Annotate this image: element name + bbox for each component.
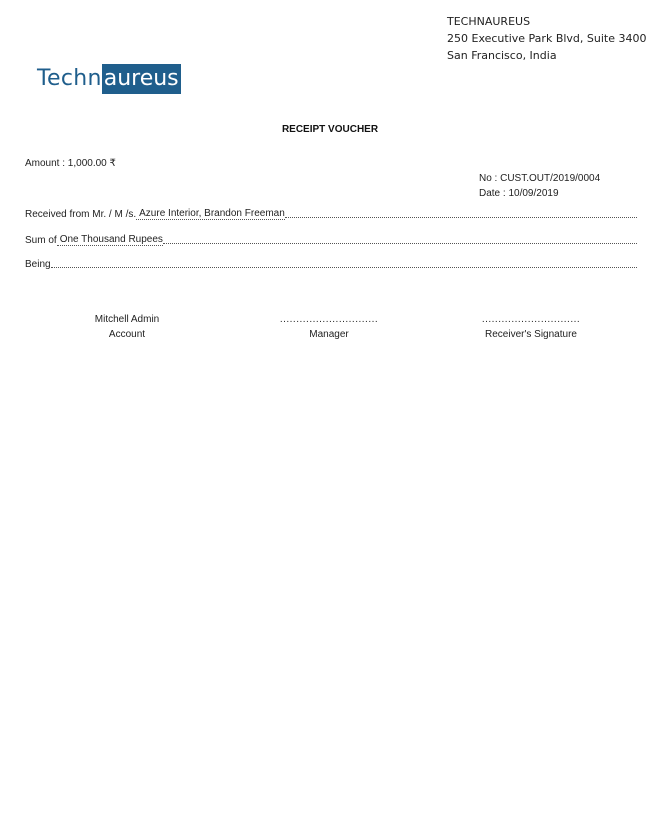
sum-of-line — [25, 234, 637, 246]
received-from-value: Azure Interior, Brandon Freeman — [136, 208, 285, 220]
manager-label: Manager — [309, 329, 349, 340]
sum-of-dotted-line — [163, 243, 637, 244]
received-from-label: Received from Mr. / M /s. — [25, 209, 137, 220]
sum-of-value: One Thousand Rupees — [57, 234, 163, 246]
company-name: TECHNAUREUS — [447, 15, 531, 28]
logo-text-boxed: aureus — [102, 64, 181, 94]
voucher-meta — [479, 171, 600, 201]
company-address-block — [447, 13, 646, 64]
receiver-signature-line: .............................. — [481, 314, 581, 325]
voucher-number: No : CUST.OUT/2019/0004 — [479, 173, 601, 184]
being-line — [25, 259, 637, 270]
voucher-title: RECEIPT VOUCHER — [281, 124, 379, 135]
voucher-date: Date : 10/09/2019 — [479, 188, 559, 199]
company-logo — [37, 64, 181, 94]
company-address-line1: 250 Executive Park Blvd, Suite 3400 — [447, 32, 647, 45]
received-from-line — [25, 208, 637, 220]
logo-text-left: Techn — [37, 66, 102, 91]
account-signer-name: Mitchell Admin — [94, 314, 160, 325]
company-address-line2: San Francisco, India — [447, 49, 557, 62]
being-dotted-line — [51, 267, 637, 268]
voucher-amount: Amount : 1,000.00 ₹ — [25, 158, 116, 169]
account-label: Account — [108, 329, 146, 340]
being-label: Being — [25, 259, 51, 270]
account-signature — [47, 312, 207, 342]
received-from-dotted-line — [285, 217, 637, 218]
receiver-label: Receiver's Signature — [485, 329, 577, 340]
manager-signature-line: .............................. — [279, 314, 379, 325]
manager-signature — [249, 312, 409, 342]
sum-of-label: Sum of — [25, 235, 57, 246]
receiver-signature — [451, 312, 611, 342]
